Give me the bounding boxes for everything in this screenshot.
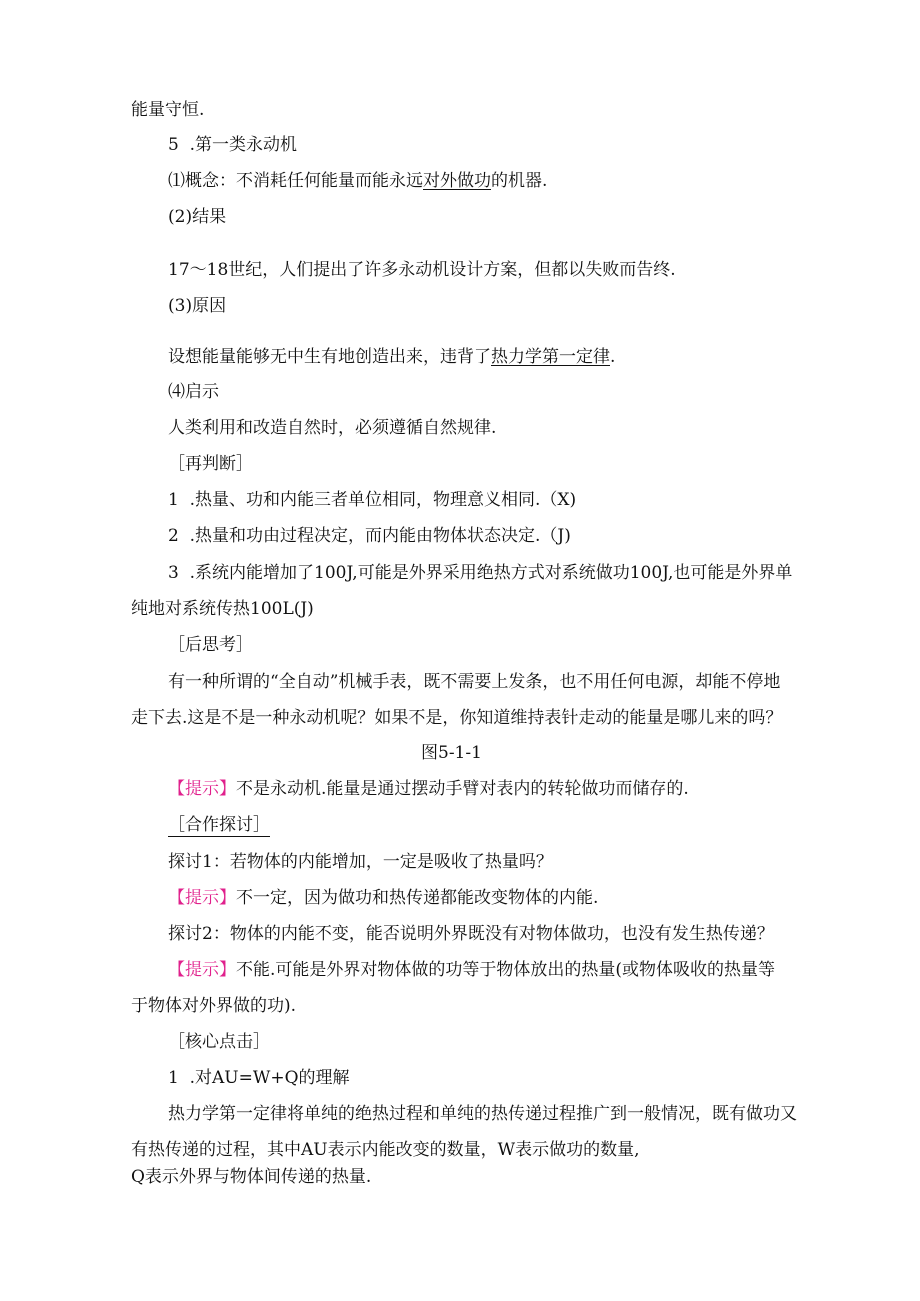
hint-line (168, 886, 598, 910)
heading-text: ［合作探讨］ (168, 815, 270, 835)
hint-label: 【提示】 (168, 779, 236, 799)
hint-label: 【提示】 (168, 960, 236, 980)
subheading: (2)结果 (168, 207, 227, 227)
list-item: 1 .对AU=W+Q的理解 (168, 1068, 350, 1088)
text-line: 纯地对系统传热100L(J) (131, 599, 314, 619)
judge-item: 2 .热量和功由过程决定，而内能由物体状态决定.（J) (168, 526, 571, 546)
section-heading: ［核心点击］ (168, 1032, 270, 1052)
text-line: Q表示外界与物体间传递的热量. (131, 1167, 372, 1187)
text-span: 设想能量能够无中生有地创造出来，违背了 (168, 347, 491, 367)
text-span: 不是永动机.能量是通过摆动手臂对表内的转轮做功而储存的. (236, 779, 689, 799)
text-span: 的机器. (491, 171, 548, 191)
figure-caption: 图5-1-1 (421, 743, 482, 763)
text-line: 有热传递的过程，其中AU表示内能改变的数量，W表示做功的数量, (131, 1140, 640, 1160)
section-heading (168, 813, 270, 837)
text-span: 不能.可能是外界对物体做的功等于物体放出的热量(或物体吸收的热量等 (236, 960, 776, 980)
text-line: 于物体对外界做的功). (131, 996, 297, 1016)
subheading: (3)原因 (168, 296, 227, 316)
text-line: 有一种所谓的“全自动”机械手表，既不需要上发条，也不用任何电源，却能不停地 (168, 672, 781, 692)
text-line: 热力学第一定律将单纯的绝热过程和单纯的热传递过程推广到一般情况，既有做功又 (168, 1104, 797, 1124)
text-line: 能量守恒. (131, 100, 205, 120)
text-line (168, 345, 615, 369)
subheading: ⑷启示 (168, 382, 219, 402)
underlined-term: 对外做功 (423, 171, 491, 191)
underlined-term: 热力学第一定律 (491, 347, 610, 367)
text-span: . (610, 347, 616, 367)
section-heading: ［再判断］ (168, 454, 253, 474)
text-line: 走下去.这是不是一种永动机呢？如果不是，你知道维持表针走动的能量是哪儿来的吗？ (131, 708, 783, 728)
text-line: 探讨1：若物体的内能增加，一定是吸收了热量吗？ (168, 852, 553, 872)
text-line: 人类利用和改造自然时，必须遵循自然规律. (168, 418, 497, 438)
judge-item: 1 .热量、功和内能三者单位相同，物理意义相同.（X) (168, 490, 577, 510)
hint-line (168, 777, 689, 801)
text-line (168, 169, 547, 193)
text-span: 不一定，因为做功和热传递都能改变物体的内能. (236, 888, 599, 908)
judge-item: 3 .系统内能增加了100J,可能是外界采用绝热方式对系统做功100J,也可能是外界单 (168, 563, 793, 583)
hint-label: 【提示】 (168, 888, 236, 908)
text-line: 17～18世纪，人们提出了许多永动机设计方案，但都以失败而告终. (168, 260, 676, 280)
section-heading: ［后思考］ (168, 635, 253, 655)
text-span: ⑴概念：不消耗任何能量而能永远 (168, 171, 423, 191)
hint-line (168, 958, 775, 982)
section-heading: 5 .第一类永动机 (168, 135, 298, 155)
text-line: 探讨2：物体的内能不变，能否说明外界既没有对物体做功，也没有发生热传递？ (168, 924, 774, 944)
